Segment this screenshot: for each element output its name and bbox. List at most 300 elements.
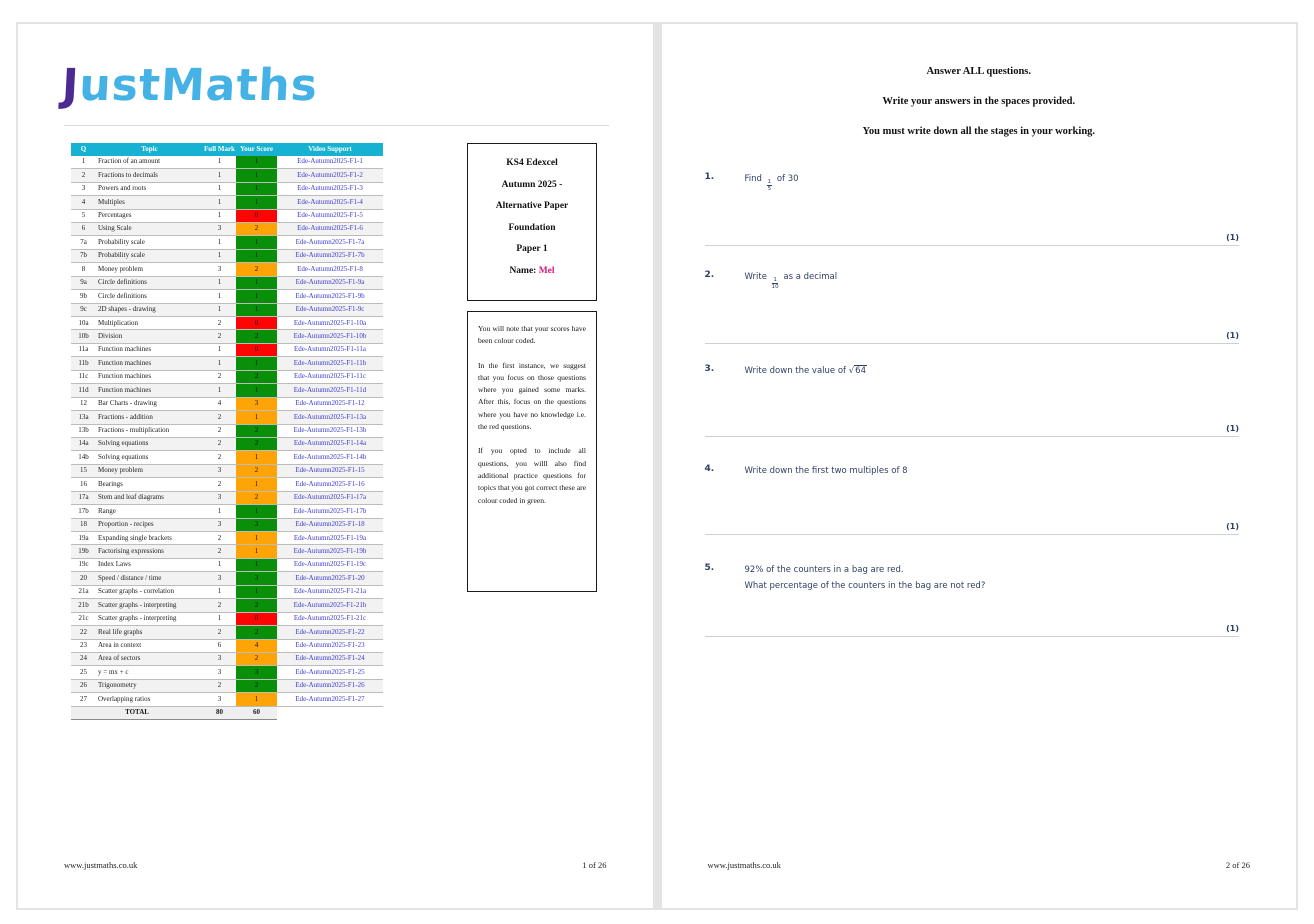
video-link[interactable]: Ede-Autumn2025-F1-21c bbox=[277, 612, 383, 625]
q-cell: 21c bbox=[71, 612, 96, 625]
table-row bbox=[71, 169, 383, 182]
total-full-mark: 80 bbox=[203, 706, 236, 719]
total-empty-cell bbox=[277, 706, 383, 719]
topic-cell: Solving equations bbox=[96, 451, 203, 464]
info-paragraph: You will note that your scores have been colour coded. bbox=[478, 324, 586, 346]
total-your-score: 60 bbox=[236, 706, 277, 719]
question-number: 4. bbox=[704, 464, 715, 474]
table-row bbox=[71, 679, 383, 692]
full-mark-cell: 2 bbox=[203, 532, 236, 545]
table-row bbox=[71, 317, 383, 330]
full-mark-cell: 2 bbox=[203, 679, 236, 692]
score-cell: 1 bbox=[236, 303, 277, 316]
score-cell: 3 bbox=[236, 572, 277, 585]
video-link[interactable]: Ede-Autumn2025-F1-8 bbox=[277, 263, 383, 276]
table-row bbox=[71, 532, 383, 545]
square-root: √64 bbox=[848, 366, 866, 376]
score-cell: 3 bbox=[236, 397, 277, 410]
topic-cell: Proportion - recipes bbox=[96, 518, 203, 531]
score-table bbox=[71, 143, 383, 720]
q-cell: 14a bbox=[71, 437, 96, 450]
full-mark-cell: 2 bbox=[203, 451, 236, 464]
answer-line[interactable] bbox=[705, 436, 1240, 437]
paper-title-line: Paper 1 bbox=[516, 244, 548, 254]
answer-line[interactable] bbox=[705, 636, 1240, 637]
topic-cell: Function machines bbox=[96, 357, 203, 370]
video-link[interactable]: Ede-Autumn2025-F1-11b bbox=[277, 357, 383, 370]
q-cell: 13a bbox=[71, 411, 96, 424]
video-link[interactable]: Ede-Autumn2025-F1-11c bbox=[277, 370, 383, 383]
video-link[interactable]: Ede-Autumn2025-F1-7b bbox=[277, 249, 383, 262]
full-mark-cell: 3 bbox=[203, 652, 236, 665]
topic-cell: Probability scale bbox=[96, 249, 203, 262]
video-link[interactable]: Ede-Autumn2025-F1-10b bbox=[277, 330, 383, 343]
full-mark-cell: 1 bbox=[203, 303, 236, 316]
table-row bbox=[71, 558, 383, 571]
video-link[interactable]: Ede-Autumn2025-F1-9c bbox=[277, 303, 383, 316]
q-cell: 22 bbox=[71, 626, 96, 639]
score-cell: 2 bbox=[236, 679, 277, 692]
table-row bbox=[71, 397, 383, 410]
paper-title-line: Alternative Paper bbox=[495, 201, 569, 211]
topic-cell: Area in context bbox=[96, 639, 203, 652]
topic-cell: Fractions - multiplication bbox=[96, 424, 203, 437]
q-cell: 7b bbox=[71, 249, 96, 262]
full-mark-cell: 1 bbox=[203, 236, 236, 249]
video-link[interactable]: Ede-Autumn2025-F1-15 bbox=[277, 464, 383, 477]
exam-instructions bbox=[662, 66, 1297, 156]
table-row bbox=[71, 182, 383, 195]
score-cell: 1 bbox=[236, 182, 277, 195]
q-cell: 19b bbox=[71, 545, 96, 558]
topic-cell: Factorising expressions bbox=[96, 545, 203, 558]
q-cell: 13b bbox=[71, 424, 96, 437]
full-mark-cell: 1 bbox=[203, 290, 236, 303]
logo-letter-j: J bbox=[60, 60, 81, 111]
table-row bbox=[71, 343, 383, 356]
full-mark-cell: 1 bbox=[203, 505, 236, 518]
q-cell: 18 bbox=[71, 518, 96, 531]
full-mark-cell: 2 bbox=[203, 626, 236, 639]
table-row bbox=[71, 196, 383, 209]
video-link[interactable]: Ede-Autumn2025-F1-2 bbox=[277, 169, 383, 182]
document-viewer bbox=[16, 22, 1298, 910]
col-header-video-support: Video Support bbox=[277, 143, 383, 156]
table-row bbox=[71, 411, 383, 424]
q-cell: 23 bbox=[71, 639, 96, 652]
total-label: TOTAL bbox=[71, 706, 203, 719]
q-cell: 4 bbox=[71, 196, 96, 209]
topic-cell: Overlapping ratios bbox=[96, 693, 203, 706]
table-row bbox=[71, 518, 383, 531]
q-cell: 17a bbox=[71, 491, 96, 504]
full-mark-cell: 2 bbox=[203, 330, 236, 343]
score-cell: 1 bbox=[236, 545, 277, 558]
header-divider bbox=[64, 125, 609, 126]
answer-line[interactable] bbox=[705, 343, 1240, 344]
video-link[interactable]: Ede-Autumn2025-F1-22 bbox=[277, 626, 383, 639]
score-cell: 1 bbox=[236, 290, 277, 303]
video-link[interactable]: Ede-Autumn2025-F1-4 bbox=[277, 196, 383, 209]
instruction-line: You must write down all the stages in your working. bbox=[862, 126, 1096, 137]
topic-cell: Circle definitions bbox=[96, 276, 203, 289]
video-link[interactable]: Ede-Autumn2025-F1-14b bbox=[277, 451, 383, 464]
topic-cell: Fraction of an amount bbox=[96, 156, 203, 169]
fraction: $\frac{1}{10}$ bbox=[771, 277, 779, 291]
topic-cell: Trigonometry bbox=[96, 679, 203, 692]
score-table-header-row bbox=[71, 143, 383, 156]
name-label: Name: bbox=[509, 265, 539, 276]
topic-cell: Real life graphs bbox=[96, 626, 203, 639]
topic-cell: Function machines bbox=[96, 343, 203, 356]
video-link[interactable]: Ede-Autumn2025-F1-27 bbox=[277, 693, 383, 706]
fraction: $\frac{1}{5}$ bbox=[767, 179, 772, 193]
name-line bbox=[468, 266, 596, 276]
score-cell: 1 bbox=[236, 384, 277, 397]
table-row bbox=[71, 156, 383, 169]
table-row bbox=[71, 478, 383, 491]
q-cell: 6 bbox=[71, 222, 96, 235]
table-row bbox=[71, 545, 383, 558]
video-link[interactable]: Ede-Autumn2025-F1-1 bbox=[277, 156, 383, 169]
full-mark-cell: 2 bbox=[203, 599, 236, 612]
topic-cell: 2D shapes - drawing bbox=[96, 303, 203, 316]
score-cell: 1 bbox=[236, 196, 277, 209]
topic-cell: Scatter graphs - interpreting bbox=[96, 599, 203, 612]
question-number: 5. bbox=[704, 563, 715, 573]
video-link[interactable]: Ede-Autumn2025-F1-26 bbox=[277, 679, 383, 692]
instruction-line: Answer ALL questions. bbox=[926, 66, 1032, 77]
footer-url: www.justmaths.co.uk bbox=[707, 860, 781, 870]
score-cell: 2 bbox=[236, 599, 277, 612]
full-mark-cell: 2 bbox=[203, 424, 236, 437]
video-link[interactable]: Ede-Autumn2025-F1-6 bbox=[277, 222, 383, 235]
full-mark-cell: 3 bbox=[203, 491, 236, 504]
q-cell: 19a bbox=[71, 532, 96, 545]
video-link[interactable]: Ede-Autumn2025-F1-13b bbox=[277, 424, 383, 437]
score-cell: 2 bbox=[236, 424, 277, 437]
score-cell: 2 bbox=[236, 464, 277, 477]
q-cell: 1 bbox=[71, 156, 96, 169]
score-cell: 1 bbox=[236, 249, 277, 262]
full-mark-cell: 1 bbox=[203, 558, 236, 571]
q-cell: 3 bbox=[71, 182, 96, 195]
q-cell: 10a bbox=[71, 317, 96, 330]
table-row bbox=[71, 491, 383, 504]
score-cell: 1 bbox=[236, 451, 277, 464]
score-table-body bbox=[71, 156, 383, 720]
topic-cell: Scatter graphs - correlation bbox=[96, 585, 203, 598]
q-cell: 16 bbox=[71, 478, 96, 491]
topic-cell: Fractions - addition bbox=[96, 411, 203, 424]
topic-cell: Speed / distance / time bbox=[96, 572, 203, 585]
page-2-footer bbox=[708, 860, 1251, 870]
topic-cell: Multiplication bbox=[96, 317, 203, 330]
table-row bbox=[71, 464, 383, 477]
q-cell: 9b bbox=[71, 290, 96, 303]
table-row bbox=[71, 357, 383, 370]
video-link[interactable]: Ede-Autumn2025-F1-19b bbox=[277, 545, 383, 558]
mark-allocation: (1) bbox=[1226, 423, 1239, 433]
q-cell: 11c bbox=[71, 370, 96, 383]
page-1-footer bbox=[64, 860, 607, 870]
score-cell: 1 bbox=[236, 169, 277, 182]
video-link[interactable]: Ede-Autumn2025-F1-21a bbox=[277, 585, 383, 598]
full-mark-cell: 2 bbox=[203, 437, 236, 450]
mark-allocation: (1) bbox=[1226, 232, 1239, 242]
video-link[interactable]: Ede-Autumn2025-F1-9a bbox=[277, 276, 383, 289]
topic-cell: Scatter graphs - interpreting bbox=[96, 612, 203, 625]
answer-line[interactable] bbox=[705, 245, 1240, 246]
score-cell: 2 bbox=[236, 652, 277, 665]
q-cell: 9a bbox=[71, 276, 96, 289]
topic-cell: Money problem bbox=[96, 263, 203, 276]
question-text: Write $\frac{1}{10}$ as a decimal bbox=[744, 272, 838, 291]
paper-title-line: Foundation bbox=[508, 222, 556, 233]
video-link[interactable]: Ede-Autumn2025-F1-19a bbox=[277, 532, 383, 545]
table-row bbox=[71, 424, 383, 437]
q-cell: 2 bbox=[71, 169, 96, 182]
question-text: Write down the first two multiples of 8 bbox=[744, 466, 908, 476]
full-mark-cell: 2 bbox=[203, 411, 236, 424]
q-cell: 5 bbox=[71, 209, 96, 222]
q-cell: 10b bbox=[71, 330, 96, 343]
topic-cell: Division bbox=[96, 330, 203, 343]
table-row bbox=[71, 370, 383, 383]
full-mark-cell: 2 bbox=[203, 478, 236, 491]
q-cell: 12 bbox=[71, 397, 96, 410]
table-row bbox=[71, 222, 383, 235]
table-row bbox=[71, 303, 383, 316]
q-cell: 26 bbox=[71, 679, 96, 692]
table-row bbox=[71, 451, 383, 464]
video-link[interactable]: Ede-Autumn2025-F1-12 bbox=[277, 397, 383, 410]
q-cell: 17b bbox=[71, 505, 96, 518]
justmaths-logo bbox=[61, 60, 320, 111]
full-mark-cell: 3 bbox=[203, 572, 236, 585]
video-link[interactable]: Ede-Autumn2025-F1-3 bbox=[277, 182, 383, 195]
topic-cell: Solving equations bbox=[96, 437, 203, 450]
video-link[interactable]: Ede-Autumn2025-F1-10a bbox=[277, 317, 383, 330]
video-link[interactable]: Ede-Autumn2025-F1-9b bbox=[277, 290, 383, 303]
score-cell: 1 bbox=[236, 478, 277, 491]
paper-title-line: KS4 Edexcel bbox=[506, 158, 558, 168]
video-link[interactable]: Ede-Autumn2025-F1-17b bbox=[277, 505, 383, 518]
q-cell: 8 bbox=[71, 263, 96, 276]
page-2 bbox=[662, 24, 1297, 908]
topic-cell: Percentages bbox=[96, 209, 203, 222]
q-cell: 24 bbox=[71, 652, 96, 665]
video-link[interactable]: Ede-Autumn2025-F1-13a bbox=[277, 411, 383, 424]
q-cell: 11d bbox=[71, 384, 96, 397]
full-mark-cell: 1 bbox=[203, 249, 236, 262]
video-link[interactable]: Ede-Autumn2025-F1-24 bbox=[277, 652, 383, 665]
q-cell: 9c bbox=[71, 303, 96, 316]
score-cell: 2 bbox=[236, 263, 277, 276]
table-row bbox=[71, 276, 383, 289]
question-text: Write down the value of √64 bbox=[744, 366, 866, 376]
full-mark-cell: 4 bbox=[203, 397, 236, 410]
col-header-your-score: Your Score bbox=[236, 143, 277, 156]
question-text: 92% of the counters in a bag are red. What percentage of the counters in the bag are not red? bbox=[744, 565, 986, 591]
question-number: 1. bbox=[704, 172, 715, 182]
topic-cell: Powers and roots bbox=[96, 182, 203, 195]
topic-cell: Bar Charts - drawing bbox=[96, 397, 203, 410]
video-link[interactable]: Ede-Autumn2025-F1-25 bbox=[277, 666, 383, 679]
question-number: 3. bbox=[704, 364, 715, 374]
score-cell: 0 bbox=[236, 317, 277, 330]
video-link[interactable]: Ede-Autumn2025-F1-21b bbox=[277, 599, 383, 612]
info-paragraph: In the first instance, we suggest that you focus on those questions where you gained some marks. After this, focus on the questions where you have no knowledge i.e. the red questions. bbox=[478, 360, 586, 432]
table-row bbox=[71, 437, 383, 450]
mark-allocation: (1) bbox=[1226, 330, 1239, 340]
score-cell: 4 bbox=[236, 639, 277, 652]
q-cell: 11b bbox=[71, 357, 96, 370]
full-mark-cell: 1 bbox=[203, 357, 236, 370]
full-mark-cell: 3 bbox=[203, 464, 236, 477]
score-cell: 1 bbox=[236, 532, 277, 545]
colour-code-info-box bbox=[467, 311, 597, 592]
video-link[interactable]: Ede-Autumn2025-F1-7a bbox=[277, 236, 383, 249]
topic-cell: Money problem bbox=[96, 464, 203, 477]
full-mark-cell: 1 bbox=[203, 169, 236, 182]
table-row bbox=[71, 249, 383, 262]
full-mark-cell: 3 bbox=[203, 666, 236, 679]
full-mark-cell: 1 bbox=[203, 612, 236, 625]
topic-cell: Stem and leaf diagrams bbox=[96, 491, 203, 504]
page-number: 1 of 26 bbox=[582, 860, 607, 870]
q-cell: 20 bbox=[71, 572, 96, 585]
video-link[interactable]: Ede-Autumn2025-F1-20 bbox=[277, 572, 383, 585]
q-cell: 25 bbox=[71, 666, 96, 679]
table-row bbox=[71, 693, 383, 706]
full-mark-cell: 1 bbox=[203, 343, 236, 356]
full-mark-cell: 3 bbox=[203, 222, 236, 235]
question-text: Find $\frac{1}{5}$ of 30 bbox=[744, 174, 799, 193]
full-mark-cell: 1 bbox=[203, 156, 236, 169]
table-row bbox=[71, 263, 383, 276]
q-cell: 7a bbox=[71, 236, 96, 249]
info-paragraph: If you opted to include all questions, you willl also find additional practice questions for topics that you got correct these are colour coded in green. bbox=[478, 446, 586, 505]
full-mark-cell: 6 bbox=[203, 639, 236, 652]
full-mark-cell: 1 bbox=[203, 182, 236, 195]
full-mark-cell: 3 bbox=[203, 693, 236, 706]
score-cell: 1 bbox=[236, 357, 277, 370]
score-cell: 1 bbox=[236, 411, 277, 424]
score-cell: 1 bbox=[236, 505, 277, 518]
full-mark-cell: 1 bbox=[203, 276, 236, 289]
table-row bbox=[71, 599, 383, 612]
score-cell: 1 bbox=[236, 276, 277, 289]
table-row bbox=[71, 290, 383, 303]
q-cell: 15 bbox=[71, 464, 96, 477]
table-row bbox=[71, 236, 383, 249]
video-link[interactable]: Ede-Autumn2025-F1-16 bbox=[277, 478, 383, 491]
question-1 bbox=[705, 172, 1240, 246]
mark-allocation: (1) bbox=[1226, 624, 1239, 634]
full-mark-cell: 1 bbox=[203, 196, 236, 209]
score-cell: 1 bbox=[236, 585, 277, 598]
paper-title-line: Autumn 2025 - bbox=[501, 179, 563, 190]
topic-cell: Circle definitions bbox=[96, 290, 203, 303]
topic-cell: Using Scale bbox=[96, 222, 203, 235]
table-row bbox=[71, 209, 383, 222]
q-cell: 14b bbox=[71, 451, 96, 464]
table-row bbox=[71, 330, 383, 343]
question-4 bbox=[705, 464, 1240, 535]
table-row bbox=[71, 505, 383, 518]
full-mark-cell: 3 bbox=[203, 518, 236, 531]
logo-rest: ustMaths bbox=[78, 60, 320, 111]
score-cell: 2 bbox=[236, 626, 277, 639]
score-cell: 2 bbox=[236, 437, 277, 450]
video-link[interactable]: Ede-Autumn2025-F1-5 bbox=[277, 209, 383, 222]
score-cell: 0 bbox=[236, 209, 277, 222]
question-2 bbox=[705, 270, 1240, 344]
video-link[interactable]: Ede-Autumn2025-F1-17a bbox=[277, 491, 383, 504]
topic-cell: Fractions to decimals bbox=[96, 169, 203, 182]
score-cell: 0 bbox=[236, 612, 277, 625]
mark-allocation: (1) bbox=[1226, 521, 1239, 531]
topic-cell: Function machines bbox=[96, 370, 203, 383]
topic-cell: Multiples bbox=[96, 196, 203, 209]
question-3 bbox=[705, 364, 1240, 437]
q-cell: 19c bbox=[71, 558, 96, 571]
score-cell: 3 bbox=[236, 666, 277, 679]
full-mark-cell: 3 bbox=[203, 263, 236, 276]
score-cell: 2 bbox=[236, 370, 277, 383]
table-row bbox=[71, 666, 383, 679]
topic-cell: Area of sectors bbox=[96, 652, 203, 665]
topic-cell: Function machines bbox=[96, 384, 203, 397]
score-cell: 2 bbox=[236, 491, 277, 504]
score-cell: 1 bbox=[236, 693, 277, 706]
question-5 bbox=[705, 563, 1240, 637]
video-link[interactable]: Ede-Autumn2025-F1-11a bbox=[277, 343, 383, 356]
full-mark-cell: 1 bbox=[203, 209, 236, 222]
score-cell: 1 bbox=[236, 156, 277, 169]
score-cell: 3 bbox=[236, 518, 277, 531]
col-header-full-mark: Full Mark bbox=[203, 143, 236, 156]
full-mark-cell: 1 bbox=[203, 585, 236, 598]
col-header-q: Q bbox=[71, 143, 96, 156]
topic-cell: y = mx + c bbox=[96, 666, 203, 679]
answer-line[interactable] bbox=[705, 534, 1240, 535]
page-number: 2 of 26 bbox=[1225, 860, 1250, 870]
q-cell: 21b bbox=[71, 599, 96, 612]
col-header-topic: Topic bbox=[96, 143, 203, 156]
topic-cell: Bearings bbox=[96, 478, 203, 491]
video-link[interactable]: Ede-Autumn2025-F1-18 bbox=[277, 518, 383, 531]
table-row bbox=[71, 585, 383, 598]
page-1 bbox=[18, 24, 653, 908]
score-cell: 1 bbox=[236, 558, 277, 571]
question-number: 2. bbox=[704, 270, 715, 280]
topic-cell: Probability scale bbox=[96, 236, 203, 249]
video-link[interactable]: Ede-Autumn2025-F1-14a bbox=[277, 437, 383, 450]
full-mark-cell: 2 bbox=[203, 370, 236, 383]
table-row bbox=[71, 626, 383, 639]
video-link[interactable]: Ede-Autumn2025-F1-23 bbox=[277, 639, 383, 652]
table-row bbox=[71, 652, 383, 665]
name-value: Mel bbox=[538, 265, 555, 276]
q-cell: 11a bbox=[71, 343, 96, 356]
video-link[interactable]: Ede-Autumn2025-F1-19c bbox=[277, 558, 383, 571]
video-link[interactable]: Ede-Autumn2025-F1-11d bbox=[277, 384, 383, 397]
table-row bbox=[71, 612, 383, 625]
topic-cell: Index Laws bbox=[96, 558, 203, 571]
full-mark-cell: 2 bbox=[203, 317, 236, 330]
